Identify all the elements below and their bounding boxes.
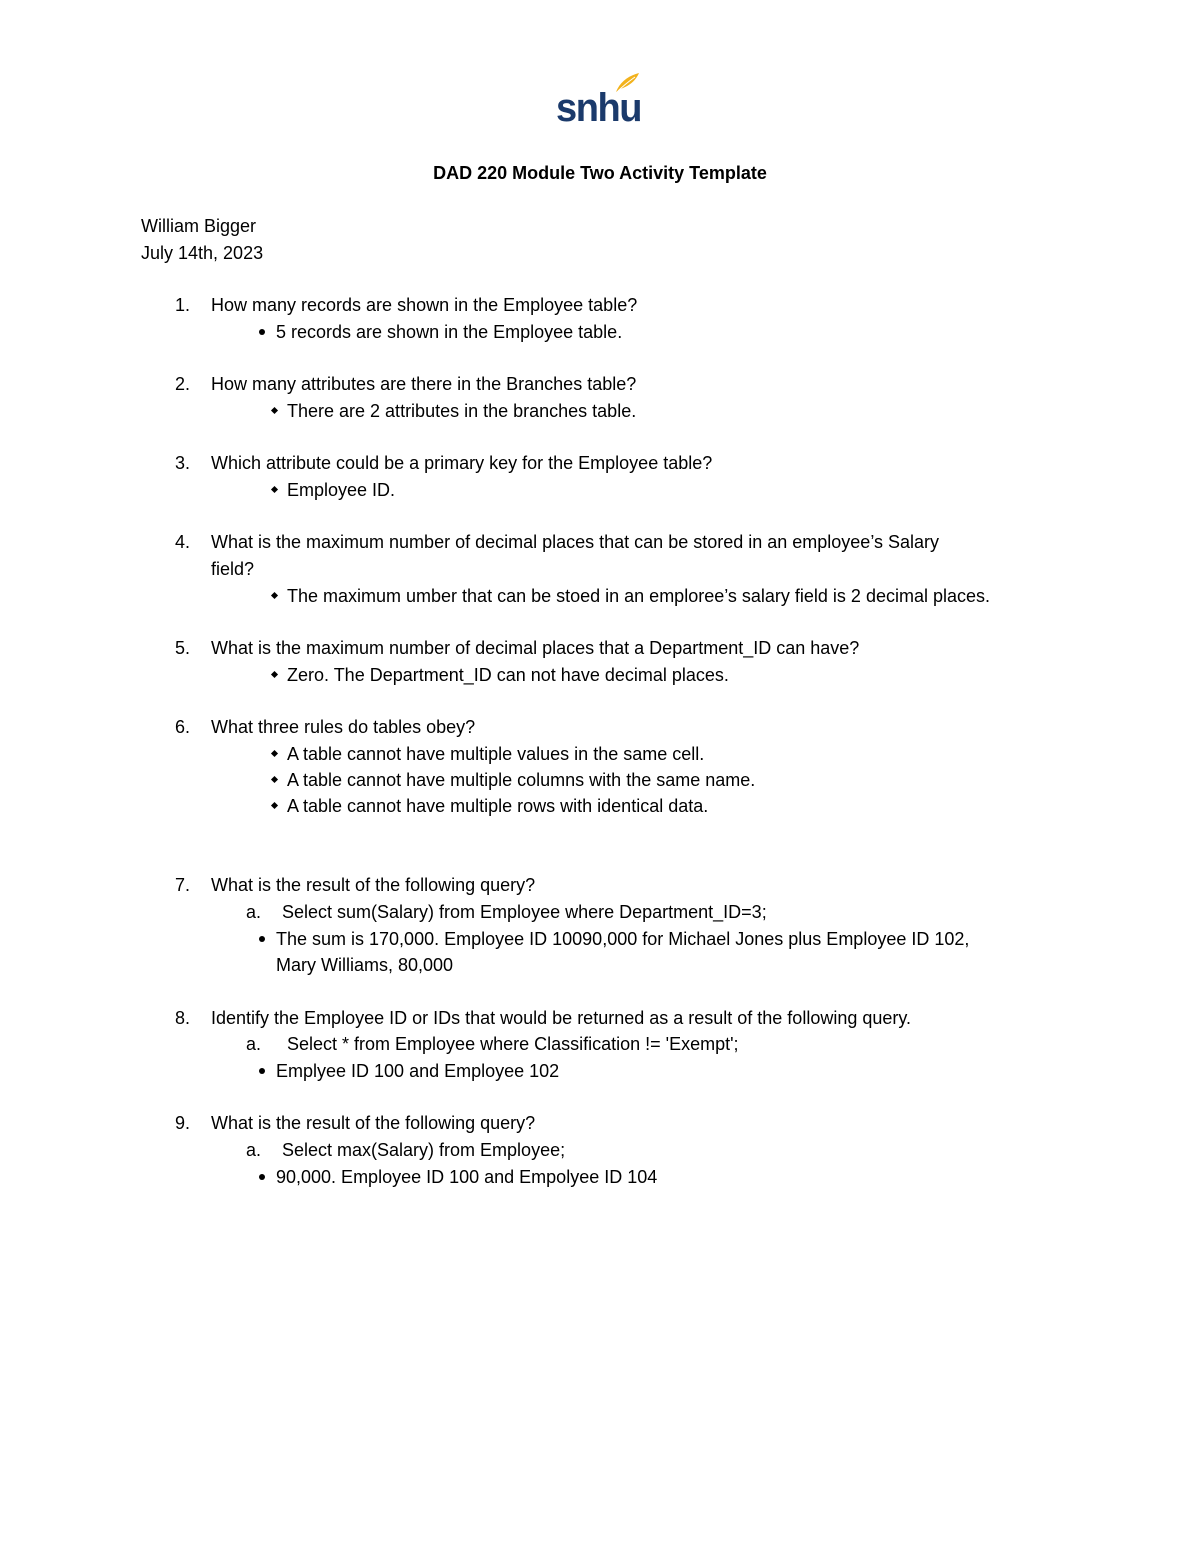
answer-text: Zero. The Department_ID can not have decimal places. (287, 665, 729, 685)
bullet-icon (271, 776, 278, 783)
answer-text: A table cannot have multiple columns with the same name. (287, 770, 756, 790)
query-text: Select * from Employee where Classification != 'Exempt'; (287, 1034, 739, 1054)
bullet-icon (259, 1068, 265, 1074)
bullet-icon (271, 592, 278, 599)
answer-text: A table cannot have multiple values in the same cell. (287, 744, 705, 764)
bullet-icon (271, 802, 278, 809)
question-text: What is the result of the following query? (211, 875, 536, 895)
bullet-icon (259, 1174, 265, 1180)
answer-text: Emplyee ID 100 and Employee 102 (276, 1061, 560, 1081)
bullet-icon (271, 407, 278, 414)
question-text: What is the maximum number of decimal places that a Department_ID can have? (211, 638, 860, 658)
snhu-logo (556, 72, 640, 134)
question-number: 1. (175, 295, 191, 315)
question-text-continued: field? (211, 559, 255, 579)
question-text: What three rules do tables obey? (211, 717, 476, 737)
question-number: 4. (175, 532, 191, 552)
document-date: July 14th, 2023 (141, 243, 264, 263)
query-text: Select max(Salary) from Employee; (282, 1140, 566, 1160)
sub-item-letter: a. (246, 902, 262, 922)
answer-text: The maximum umber that can be stoed in an emploree’s salary field is 2 decimal places. (287, 586, 991, 606)
answer-text: A table cannot have multiple rows with identical data. (287, 796, 709, 816)
query-text: Select sum(Salary) from Employee where Department_ID=3; (282, 902, 767, 922)
question-number: 9. (175, 1113, 191, 1133)
question-text: Identify the Employee ID or IDs that would be returned as a result of the following query. (211, 1008, 912, 1028)
answer-text: There are 2 attributes in the branches table. (287, 401, 637, 421)
question-number: 2. (175, 374, 191, 394)
question-text: What is the result of the following query? (211, 1113, 536, 1133)
answer-text: 90,000. Employee ID 100 and Empolyee ID 104 (276, 1167, 658, 1187)
question-number: 3. (175, 453, 191, 473)
question-text: How many attributes are there in the Branches table? (211, 374, 637, 394)
question-text: Which attribute could be a primary key for the Employee table? (211, 453, 713, 473)
answer-text-continued: Mary Williams, 80,000 (276, 955, 454, 975)
document-title: DAD 220 Module Two Activity Template (433, 163, 767, 183)
question-number: 7. (175, 875, 191, 895)
question-number: 6. (175, 717, 191, 737)
author-name: William Bigger (141, 216, 257, 236)
sub-item-letter: a. (246, 1140, 262, 1160)
question-text: What is the maximum number of decimal places that can be stored in an employee’s Salary (211, 532, 940, 552)
question-number: 5. (175, 638, 191, 658)
sub-item-letter: a. (246, 1034, 262, 1054)
bullet-icon (271, 486, 278, 493)
answer-text: Employee ID. (287, 480, 396, 500)
bullet-icon (271, 671, 278, 678)
answer-text: The sum is 170,000. Employee ID 10090,000 for Michael Jones plus Employee ID 102, (276, 929, 970, 949)
question-text: How many records are shown in the Employee table? (211, 295, 638, 315)
bullet-icon (259, 329, 265, 335)
bullet-icon (271, 750, 278, 757)
question-number: 8. (175, 1008, 191, 1028)
logo-wordmark: snhu (556, 86, 642, 130)
answer-text: 5 records are shown in the Employee table. (276, 322, 623, 342)
bullet-icon (259, 936, 265, 942)
